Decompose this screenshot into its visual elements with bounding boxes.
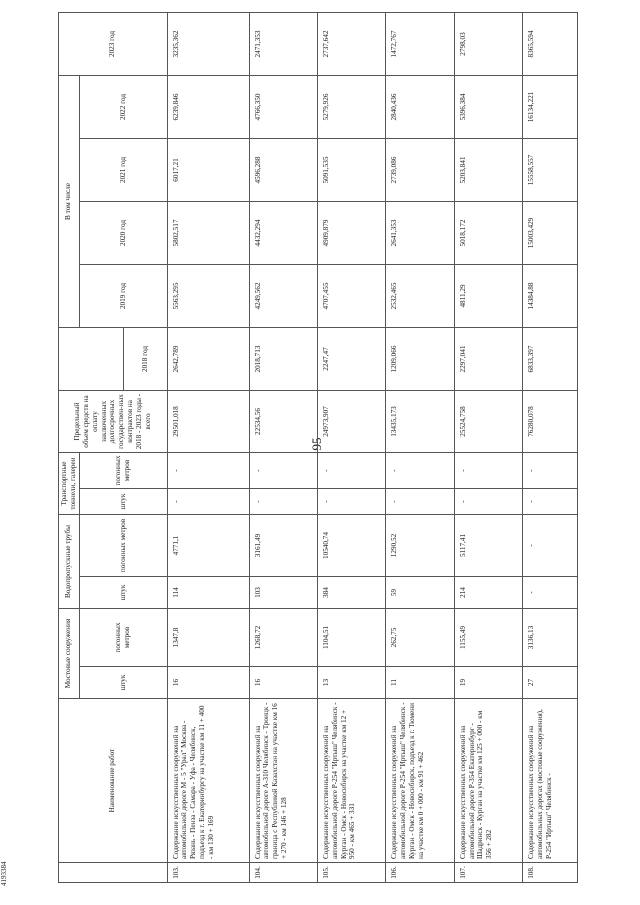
work-name-cell: Содержание искусственных сооружений на автомобильной дороге М - 5 "Урал" Москва - Рязань - Пенза - Самара - Уфа - Челябинск, подъезд к г. Екатеринбургу на участке км 11 + 400 - км 130 + 169 bbox=[167, 699, 249, 863]
pipes-count-header: штук bbox=[79, 577, 167, 609]
year-value-cell: 6833,397 bbox=[523, 328, 578, 391]
page-number: 95 bbox=[309, 437, 324, 451]
pipes-meters-cell: 5117,41 bbox=[454, 515, 522, 577]
pipes-count-cell: 214 bbox=[454, 577, 522, 609]
tunnels-count-cell: - bbox=[523, 489, 578, 515]
row-number-cell: 107. bbox=[454, 863, 522, 883]
year-2018-header: 2018 год bbox=[123, 328, 167, 391]
bridges-meters-cell: 1268,72 bbox=[249, 609, 317, 667]
pipes-meters-cell: 10540,74 bbox=[317, 515, 385, 577]
pipes-meters-cell: - bbox=[523, 515, 578, 577]
bridges-count-cell: 16 bbox=[167, 667, 249, 699]
tunnels-group-header: Транспортные тоннели, галереи bbox=[59, 453, 80, 515]
row-number-cell: 106. bbox=[386, 863, 454, 883]
limit-volume-header: Предельный объем средств на оплату заключенных долгосрочных государствен-ных контрактов на 2018 - 2023 годы - всего bbox=[59, 391, 168, 453]
year-value-cell: 1209,066 bbox=[386, 328, 454, 391]
bridges-group-header: Мостовые сооружения bbox=[59, 609, 80, 699]
total-volume-cell: 13435,173 bbox=[386, 391, 454, 453]
bridges-count-cell: 13 bbox=[317, 667, 385, 699]
year-2022-header: 2022 год bbox=[79, 76, 167, 139]
year-value-cell: 16134,221 bbox=[523, 76, 578, 139]
year-value-cell: 2739,086 bbox=[386, 139, 454, 202]
total-volume-cell: 24973,907 bbox=[317, 391, 385, 453]
bridges-meters-header: погонных метров bbox=[79, 609, 167, 667]
tunnels-count-header: штук bbox=[79, 489, 167, 515]
pipes-count-cell: 103 bbox=[249, 577, 317, 609]
pipes-meters-cell: 4771,1 bbox=[167, 515, 249, 577]
pipes-group-header: Водопропускные трубы bbox=[59, 515, 80, 609]
pipes-count-cell: 59 bbox=[386, 577, 454, 609]
total-volume-cell: 25524,758 bbox=[454, 391, 522, 453]
year-value-cell: 4707,455 bbox=[317, 265, 385, 328]
year-2023-header: 2023 год bbox=[59, 13, 168, 76]
table-row bbox=[317, 13, 385, 883]
bridges-count-cell: 19 bbox=[454, 667, 522, 699]
row-number-cell: 108. bbox=[523, 863, 578, 883]
year-value-cell: 4766,350 bbox=[249, 76, 317, 139]
tunnels-count-cell: - bbox=[317, 489, 385, 515]
tunnels-count-cell: - bbox=[167, 489, 249, 515]
including-header: В том числе bbox=[59, 76, 80, 328]
num-header-cell bbox=[59, 863, 168, 883]
year-value-cell: 2840,436 bbox=[386, 76, 454, 139]
year-value-cell: 2641,353 bbox=[386, 202, 454, 265]
year-value-cell: 2018,713 bbox=[249, 328, 317, 391]
year-value-cell: 14384,88 bbox=[523, 265, 578, 328]
table-row bbox=[523, 13, 578, 883]
year-value-cell: 15003,429 bbox=[523, 202, 578, 265]
document-code: 4193384 bbox=[0, 861, 8, 886]
bridges-meters-cell: 1347,8 bbox=[167, 609, 249, 667]
work-name-cell: Содержание искусственных сооружений на автомобильной дороге Р-254 "Иртыш" Челябинск - Курган - Омск - Новосибирск на участке км 12 + 950 - км 465 + 331 bbox=[317, 699, 385, 863]
year-value-cell: 5203,841 bbox=[454, 139, 522, 202]
total-volume-cell: 22534,56 bbox=[249, 391, 317, 453]
year-value-cell: 5279,926 bbox=[317, 76, 385, 139]
year-value-cell: 5802,517 bbox=[167, 202, 249, 265]
year-value-cell: 4596,288 bbox=[249, 139, 317, 202]
table-row bbox=[454, 13, 522, 883]
tunnels-meters-cell: - bbox=[317, 453, 385, 489]
bridges-meters-cell: 1155,49 bbox=[454, 609, 522, 667]
year-value-cell: 15558,557 bbox=[523, 139, 578, 202]
year-value-cell: 3235,362 bbox=[167, 13, 249, 76]
year-value-cell: 6017,21 bbox=[167, 139, 249, 202]
work-name-cell: Содержание искусственных сооружений на автомобильной дороге Р-254 "Иртыш" Челябинск - Курган - Омск - Новосибирск, подъезд к г. Тюмени на участке км 0 + 000 - км 91 + 462 bbox=[386, 699, 454, 863]
pipes-count-cell: 384 bbox=[317, 577, 385, 609]
tunnels-meters-header: погонных метров bbox=[79, 453, 167, 489]
work-name-cell: Содержание искусственных сооружений на автомобильных дорогах (мостовые сооружения), Р-254 "Иртыш" Челябинск - bbox=[523, 699, 578, 863]
year-value-cell: 4909,879 bbox=[317, 202, 385, 265]
year-2019-header: 2019 год bbox=[79, 265, 167, 328]
tunnels-meters-cell: - bbox=[249, 453, 317, 489]
year-value-cell: 6239,846 bbox=[167, 76, 249, 139]
pipes-meters-cell: 1290,52 bbox=[386, 515, 454, 577]
pipes-meters-cell: 3161,49 bbox=[249, 515, 317, 577]
total-volume-cell: 76280,078 bbox=[523, 391, 578, 453]
year-value-cell: 5396,384 bbox=[454, 76, 522, 139]
pipes-meters-header: погонных метров bbox=[79, 515, 167, 577]
work-name-cell: Содержание искусственных сооружений на автомобильной дороге А-310 Челябинск - Троицк - граница с Республикой Казахстан на участке км 16 + 270 - км 146 + 128 bbox=[249, 699, 317, 863]
year-value-cell: 2471,353 bbox=[249, 13, 317, 76]
name-header: Наименование работ bbox=[59, 699, 168, 863]
pipes-count-cell: - bbox=[523, 577, 578, 609]
row-number-cell: 105. bbox=[317, 863, 385, 883]
row-number-cell: 103. bbox=[167, 863, 249, 883]
table-body bbox=[167, 13, 577, 883]
year-value-cell: 4811,29 bbox=[454, 265, 522, 328]
tunnels-count-cell: - bbox=[249, 489, 317, 515]
year-value-cell: 2247,47 bbox=[317, 328, 385, 391]
year-value-cell: 8365,594 bbox=[523, 13, 578, 76]
tunnels-meters-cell: - bbox=[523, 453, 578, 489]
year-value-cell: 2737,642 bbox=[317, 13, 385, 76]
tunnels-count-cell: - bbox=[454, 489, 522, 515]
bridges-meters-cell: 1104,51 bbox=[317, 609, 385, 667]
tunnels-meters-cell: - bbox=[386, 453, 454, 489]
bridges-count-header: штук bbox=[79, 667, 167, 699]
total-volume-cell: 29501,018 bbox=[167, 391, 249, 453]
table-row bbox=[167, 13, 249, 883]
tunnels-meters-cell: - bbox=[167, 453, 249, 489]
year-blank-header bbox=[59, 328, 124, 391]
table-row bbox=[386, 13, 454, 883]
year-value-cell: 2798,03 bbox=[454, 13, 522, 76]
bridges-count-cell: 11 bbox=[386, 667, 454, 699]
works-table bbox=[58, 12, 578, 883]
work-name-cell: Содержание искусственных сооружений на автомобильной дороге Р-354 Екатеринбург - Шадринск - Курган на участке км 125 + 000 - км 356 + 282 bbox=[454, 699, 522, 863]
year-value-cell: 2642,789 bbox=[167, 328, 249, 391]
year-2021-header: 2021 год bbox=[79, 139, 167, 202]
year-value-cell: 5091,535 bbox=[317, 139, 385, 202]
rotated-table-sheet bbox=[58, 13, 578, 883]
tunnels-count-cell: - bbox=[386, 489, 454, 515]
bridges-meters-cell: 3136,13 bbox=[523, 609, 578, 667]
bridges-count-cell: 27 bbox=[523, 667, 578, 699]
year-value-cell: 2297,041 bbox=[454, 328, 522, 391]
year-value-cell: 5018,172 bbox=[454, 202, 522, 265]
bridges-count-cell: 16 bbox=[249, 667, 317, 699]
year-value-cell: 4249,562 bbox=[249, 265, 317, 328]
year-value-cell: 5563,295 bbox=[167, 265, 249, 328]
year-value-cell: 2532,465 bbox=[386, 265, 454, 328]
year-value-cell: 4432,294 bbox=[249, 202, 317, 265]
year-2020-header: 2020 год bbox=[79, 202, 167, 265]
row-number-cell: 104. bbox=[249, 863, 317, 883]
pipes-count-cell: 114 bbox=[167, 577, 249, 609]
bridges-meters-cell: 262,75 bbox=[386, 609, 454, 667]
year-value-cell: 1472,767 bbox=[386, 13, 454, 76]
table-row bbox=[249, 13, 317, 883]
tunnels-meters-cell: - bbox=[454, 453, 522, 489]
